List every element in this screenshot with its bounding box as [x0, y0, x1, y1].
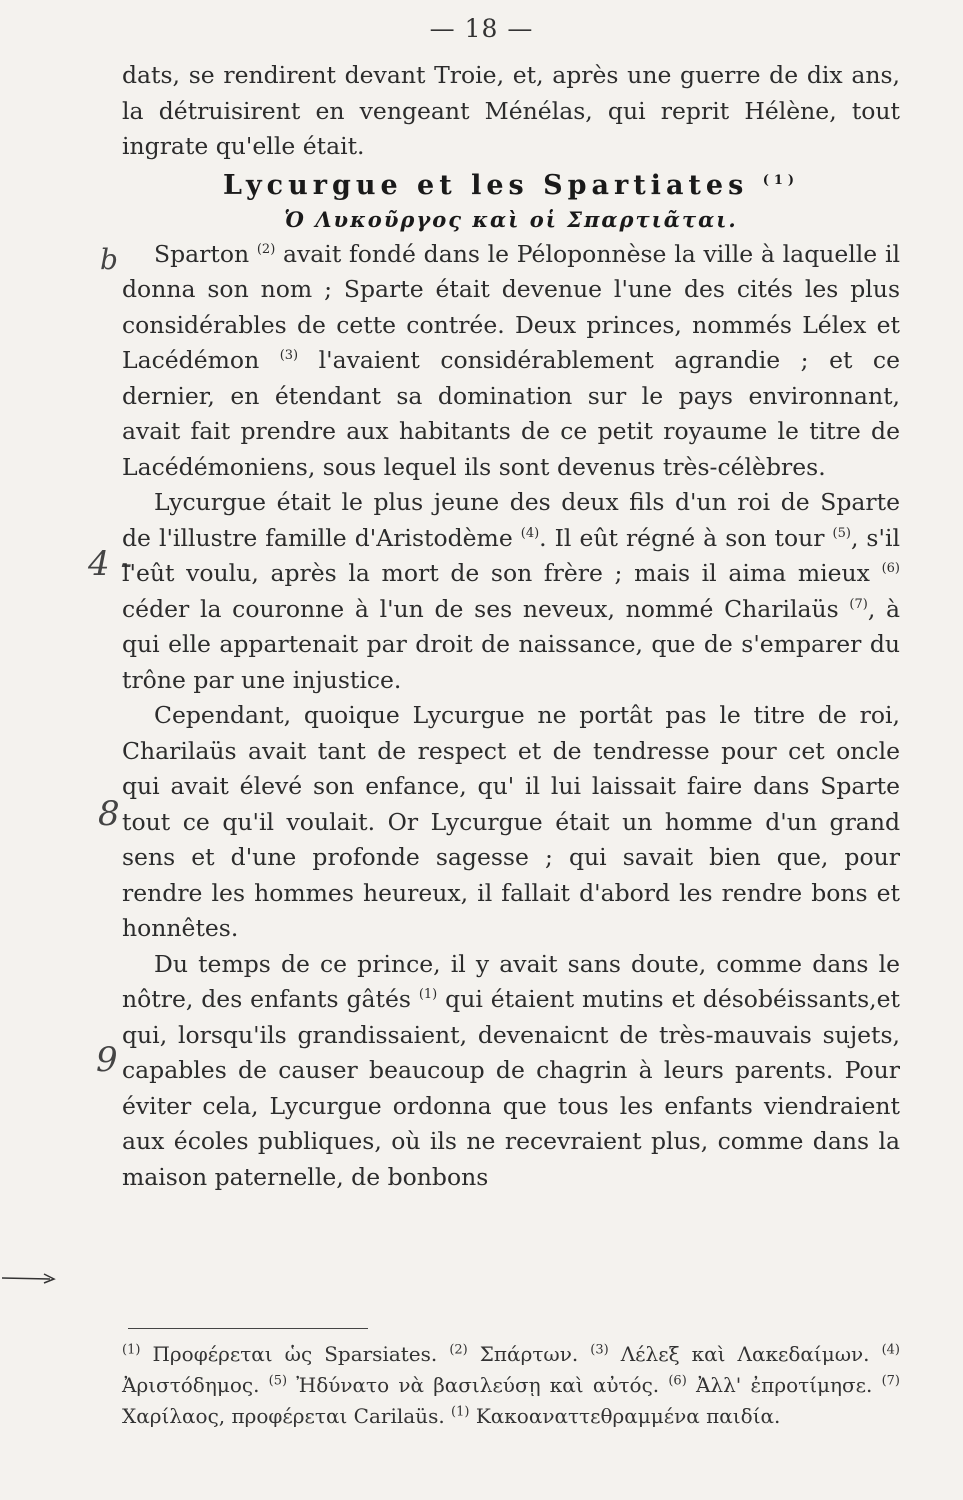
footnote-number: (2): [449, 1342, 468, 1358]
footnote-ref: (3): [279, 348, 299, 364]
text-span: qui étaient mutins et désobéissants,et qui, lorsqu'ils grandissaient, devenaicnt de très-mauvais sujets, capables de causer beaucoup de chagrin à leurs parents. Pour éviter cela, Lycurgue ordonna que tous les enfants viendraient aux écoles publiques, où ils ne recevraient plus, comme dans la maison paternelle, de bonbons: [122, 985, 900, 1191]
footnote-divider: [128, 1328, 368, 1329]
section-title-footnote-ref: (1): [762, 172, 800, 188]
footnote-text: Ἠδύνατο νὰ βασιλεύσῃ καὶ αὐτός.: [287, 1373, 669, 1397]
footnote-text: Ἀριστόδημος.: [122, 1373, 269, 1397]
footnote-number: (1): [451, 1404, 470, 1420]
text-span: Sparton: [154, 239, 250, 268]
footnote-text: Προφέρεται ὡς Sparsiates.: [140, 1342, 450, 1366]
intro-paragraph: dats, se rendirent devant Troie, et, après une guerre de dix ans, la détruisirent en vengeant Ménélas, qui reprit Hélène, tout ingrate qu'elle était.: [122, 61, 900, 160]
footnote-number: (3): [590, 1342, 609, 1358]
margin-note-8: 8: [98, 794, 120, 834]
footnote-number: (5): [268, 1373, 288, 1389]
margin-note-b: b: [100, 243, 118, 276]
paragraph-enfants: [122, 947, 900, 1196]
margin-arrow-icon: [0, 1270, 60, 1286]
margin-note-9: 9: [96, 1040, 118, 1080]
section-title: [122, 167, 900, 205]
section-title-text: Lycurgue et les Spartiates: [222, 169, 749, 201]
text-span: céder la couronne à l'un de ses neveux, nommé Charilaüs: [122, 594, 850, 623]
footnote-text: Σπάρτων.: [467, 1342, 591, 1366]
footnotes: [122, 1339, 900, 1432]
main-text: [122, 58, 900, 1195]
text-span: , s'il l'eût voulu, après la mort de son frère ; mais il aima mieux: [122, 523, 900, 587]
text-span: l'avaient considérablement agrandie ; et ce dernier, en étendant sa domination sur le pays environnant, avait fait prendre aux habitants de ce petit royaume le titre de Lacédémoniens, sous lequel ils sont devenus très-célèbres.: [122, 346, 900, 481]
text-span: Lycurgue était le plus jeune des deux fils d'un roi de Sparte de l'illustre famille d'Aristodème: [122, 488, 900, 552]
footnote-number: (6): [668, 1373, 687, 1389]
footnote-text: Ἀλλ' ἐπροτίμησε.: [686, 1373, 882, 1397]
text-span: , à qui elle appartenait par droit de naissance, que de s'emparer du trône par une injustice.: [122, 594, 901, 694]
page-number: — 18 —: [429, 14, 534, 43]
text-span: Du temps de ce prince, il y avait sans doute, comme dans le nôtre, des enfants gâtés: [122, 949, 900, 1013]
paragraph-charilaus: Cependant, quoique Lycurgue ne portât pas le titre de roi, Charilaüs avait tant de respect et de tendresse pour cet oncle qui avait élevé son enfance, qu' il lui laissait faire dans Sparte tout ce qu'il voulait. Or Lycurgue était un homme d'un grand sens et d'une profonde sagesse ; qui savait bien que, pour rendre les hommes heureux, il fallait d'abord les rendre bons et honnêtes.: [122, 701, 900, 942]
footnote-text: Κακοαναττεθραμμένα παιδία.: [469, 1404, 781, 1428]
footnote-text: Λέλεξ καὶ Λακεδαίμων.: [608, 1342, 882, 1366]
section-title-greek: Ὁ Λυκοῦργος καὶ οἱ Σπαρτιᾶται.: [284, 206, 738, 232]
footnote-number: (4): [881, 1342, 901, 1358]
text-span: avait fondé dans le Péloponnèse la ville à laquelle il donna son nom ; Sparte était devenue l'une des cités les plus considérables de cette contrée. Deux princes, nommés Lélex et Lacédémon: [122, 239, 900, 374]
footnote-ref: (2): [256, 241, 276, 257]
margin-note-4: 4 -: [88, 544, 132, 584]
footnote-number: (7): [881, 1373, 901, 1389]
footnote-ref: (4): [520, 525, 540, 541]
paragraph-lycurgue: [122, 485, 900, 698]
footnote-ref: (6): [881, 561, 900, 577]
paragraph-sparton: [122, 237, 900, 486]
footnote-text: Χαρίλαος, προφέρεται Carilaüs.: [122, 1404, 452, 1428]
footnote-ref: (5): [832, 525, 851, 541]
footnote-ref: (7): [849, 596, 868, 612]
footnote-ref: (1): [418, 987, 438, 1003]
text-span: . Il eût régné à son tour: [539, 523, 833, 552]
footnote-number: (1): [122, 1342, 141, 1358]
